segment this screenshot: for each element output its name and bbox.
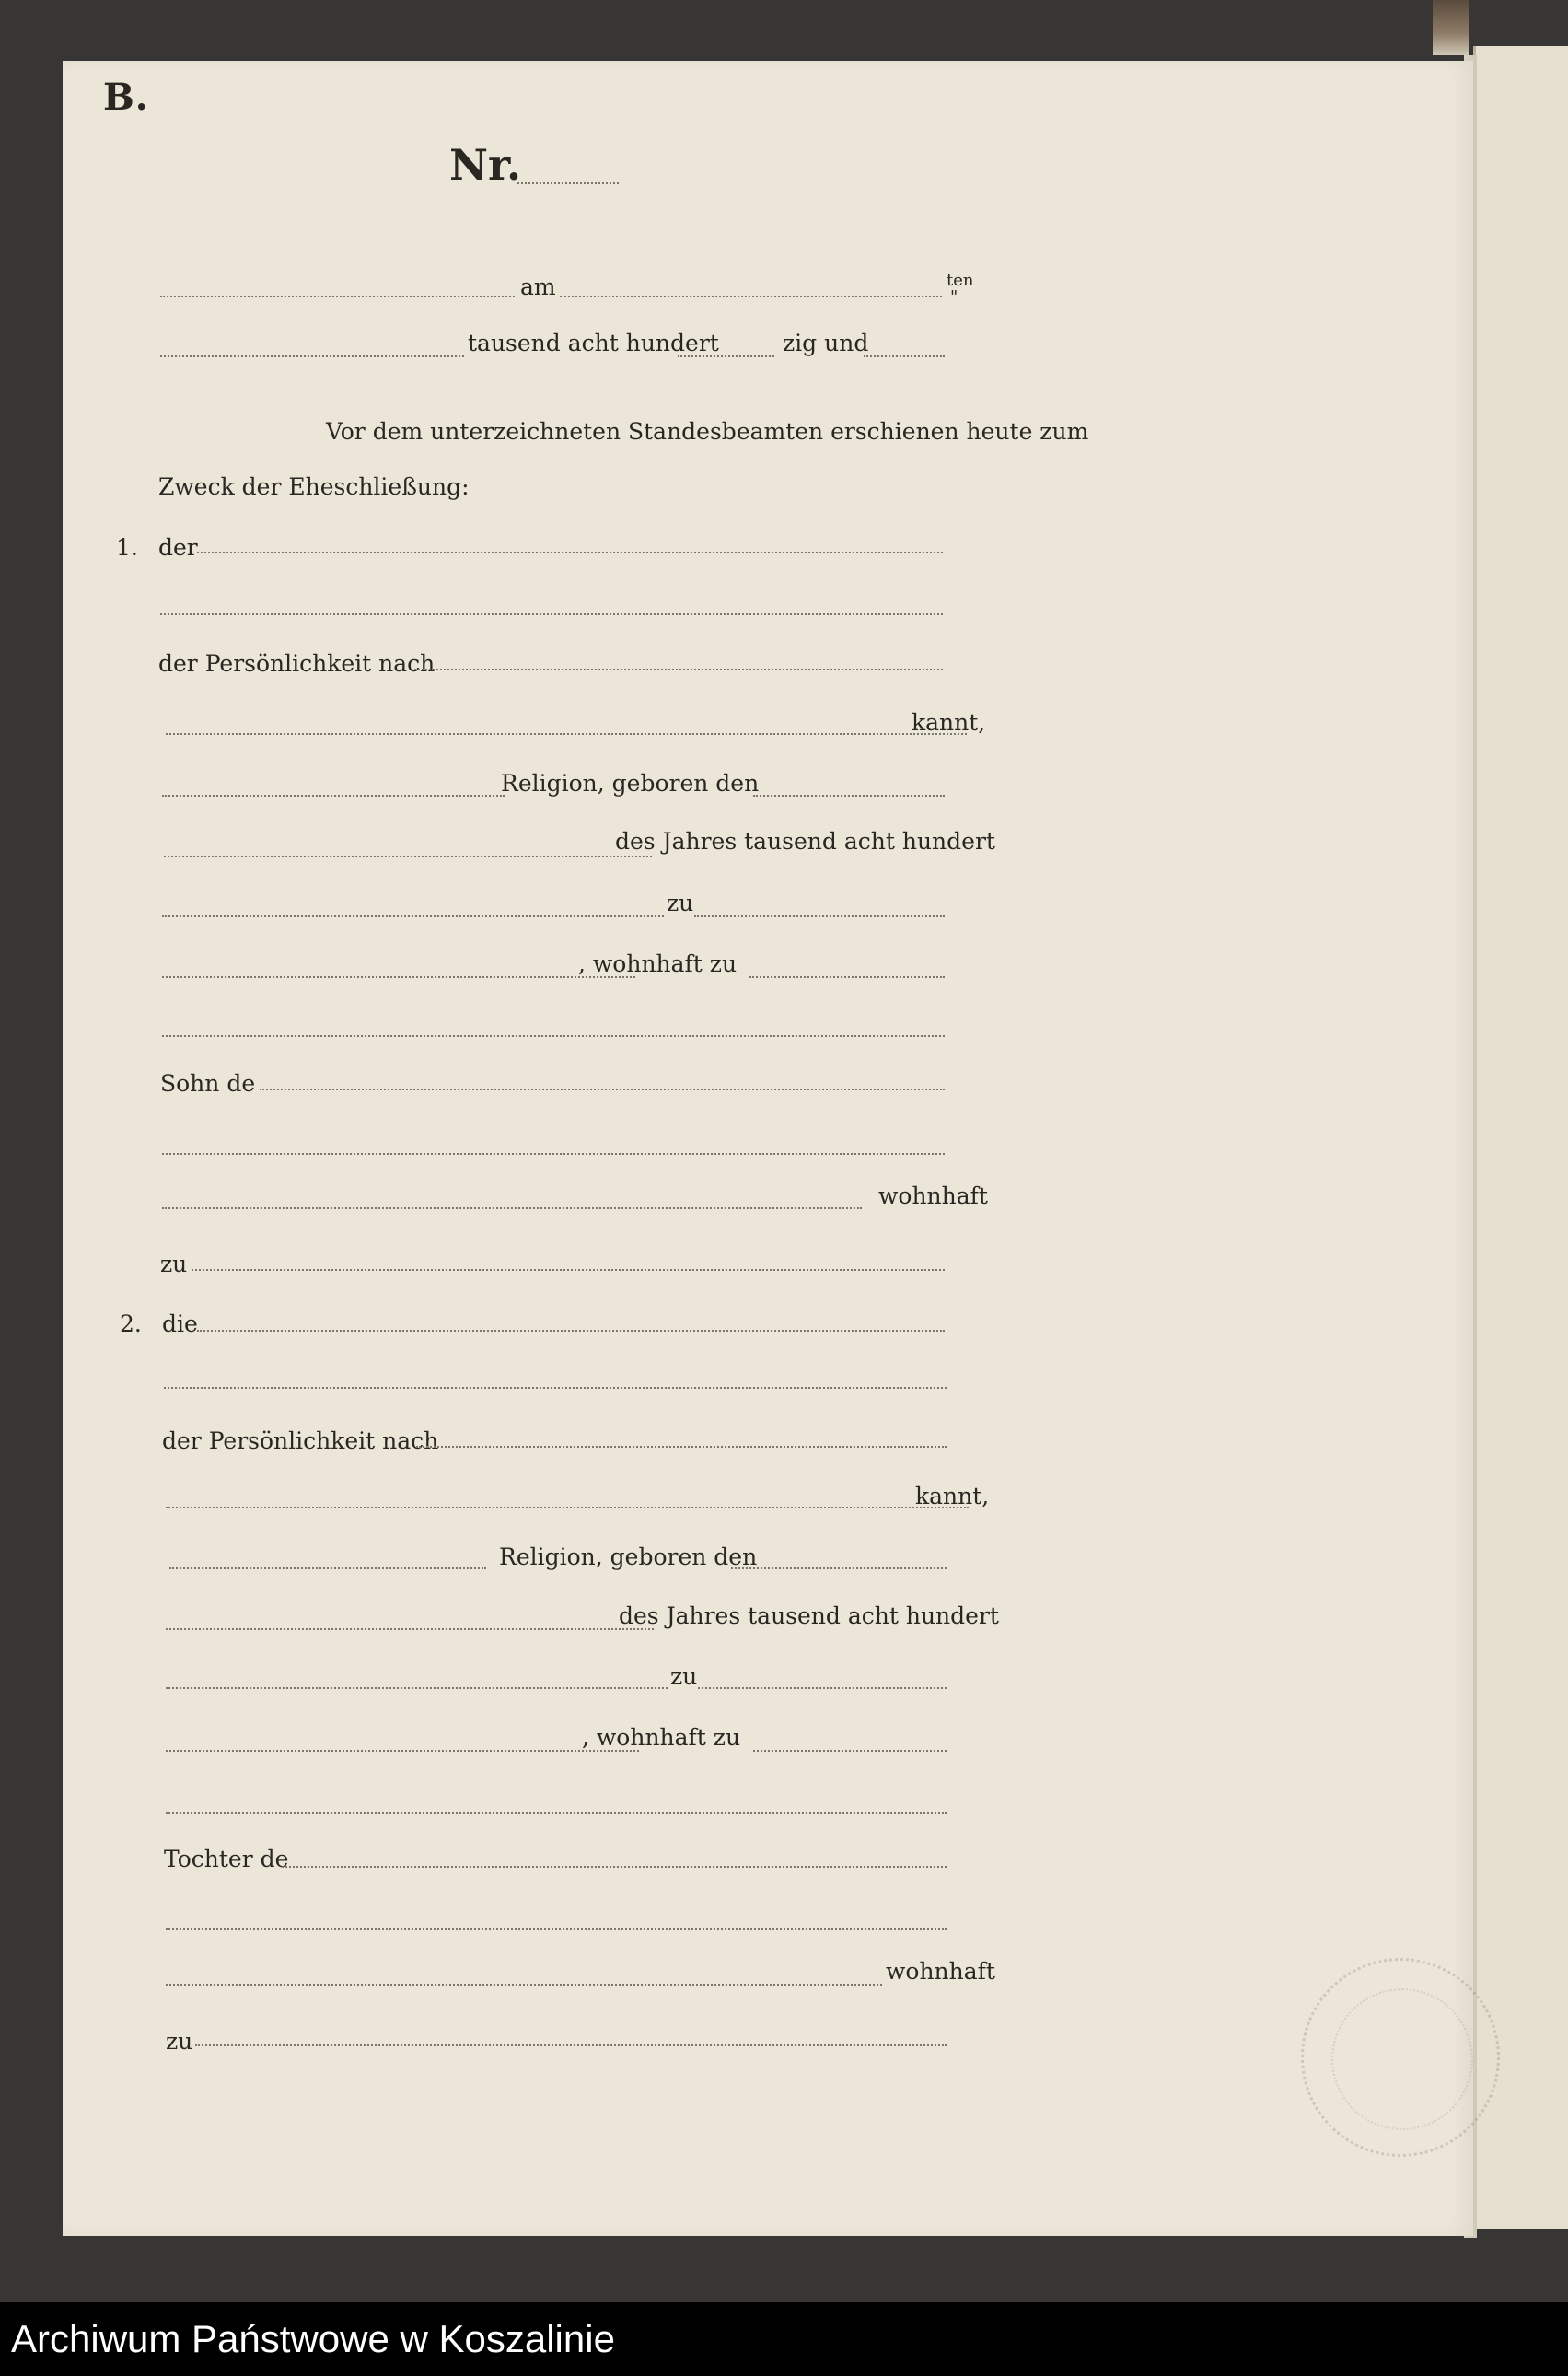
year-text-1: tausend acht hundert	[468, 330, 719, 356]
groom-birthplace-field-2	[694, 915, 945, 917]
groom-identity-label: der Persönlichkeit nach	[158, 650, 436, 677]
ten-suffix: ten	[947, 271, 974, 290]
date-place-field	[160, 296, 515, 297]
bride-parents-field-2	[166, 1928, 947, 1930]
intro-text-line-2: Zweck der Eheschließung:	[158, 473, 470, 500]
groom-identity-field	[414, 669, 943, 670]
groom-year-label: des Jahres tausend acht hundert	[615, 828, 995, 855]
bride-identity-label: der Persönlichkeit nach	[162, 1427, 439, 1454]
facing-page-edge	[1473, 46, 1568, 2229]
bride-birthplace-field	[166, 1687, 668, 1689]
groom-parents-zu: zu	[160, 1251, 188, 1277]
ditto-mark: "	[950, 287, 958, 307]
bride-article: die	[162, 1310, 198, 1337]
groom-residence-field-2	[749, 976, 945, 978]
groom-residence-label: , wohnhaft zu	[578, 950, 738, 977]
groom-parents-wohnhaft: wohnhaft	[878, 1182, 988, 1209]
form-letter: B.	[103, 76, 149, 119]
year-tens-field	[678, 355, 774, 357]
date-day-field	[560, 296, 942, 297]
am-label: am	[520, 274, 556, 300]
groom-birthdate-field	[753, 795, 945, 797]
bride-birthdate-field-2	[166, 1628, 654, 1630]
groom-zu-label: zu	[667, 890, 694, 916]
bride-residence-field-3	[166, 1812, 947, 1814]
bride-religion-label: Religion, geboren den	[499, 1543, 758, 1570]
date-month-field	[160, 355, 464, 357]
bride-parents-residence-field	[195, 2044, 947, 2046]
book-binding	[1433, 0, 1469, 55]
intro-text-line-1: Vor dem unterzeichneten Standesbeamten erschienen heute zum	[326, 418, 1089, 445]
bride-parent-label: Tochter de	[164, 1846, 289, 1872]
bride-birthdate-field	[731, 1567, 947, 1569]
archive-footer-bar	[0, 2302, 1568, 2376]
bride-name-field	[197, 1330, 945, 1332]
groom-birthdate-field-2	[164, 856, 652, 857]
groom-identity-field-2	[166, 733, 967, 735]
groom-kannt: kannt,	[912, 709, 986, 736]
groom-parents-residence-field	[192, 1269, 945, 1271]
groom-name-field	[197, 552, 943, 553]
bride-parents-wohnhaft: wohnhaft	[886, 1958, 995, 1985]
year-text-2: zig und	[783, 330, 869, 356]
groom-residence-field-3	[162, 1035, 945, 1037]
groom-parents-field	[260, 1089, 945, 1090]
year-units-field	[864, 355, 945, 357]
groom-religion-field	[162, 795, 505, 797]
bride-parents-field	[282, 1866, 947, 1868]
marriage-register-form-page	[63, 61, 1473, 2236]
bride-number: 2.	[120, 1310, 142, 1337]
groom-parents-field-3	[162, 1207, 862, 1209]
groom-parents-field-2	[162, 1153, 945, 1155]
archive-stamp-icon	[1301, 1958, 1500, 2157]
groom-name-field-2	[160, 613, 943, 615]
groom-religion-label: Religion, geboren den	[501, 770, 760, 797]
bride-residence-field	[166, 1750, 639, 1752]
record-number-field	[517, 182, 619, 184]
bride-parents-field-3	[166, 1984, 882, 1986]
archive-name: Archiwum Państwowe w Koszalinie	[11, 2317, 615, 2360]
bride-name-field-2	[164, 1387, 947, 1389]
groom-article: der	[158, 534, 198, 561]
bride-kannt: kannt,	[915, 1483, 990, 1509]
groom-parent-label: Sohn de	[160, 1070, 256, 1097]
groom-birthplace-field	[162, 915, 664, 917]
bride-year-label: des Jahres tausend acht hundert	[619, 1602, 999, 1629]
bride-zu-label: zu	[670, 1663, 698, 1690]
groom-number: 1.	[116, 534, 138, 561]
bride-residence-label: , wohnhaft zu	[582, 1724, 741, 1751]
bride-parents-zu: zu	[166, 2028, 193, 2055]
record-number-label: Nr.	[449, 140, 522, 190]
bride-identity-field-2	[166, 1507, 969, 1508]
bride-identity-field	[416, 1446, 947, 1448]
bride-residence-field-2	[753, 1750, 947, 1752]
bride-religion-field	[169, 1567, 486, 1569]
bride-birthplace-field-2	[698, 1687, 947, 1689]
groom-residence-field	[162, 976, 635, 978]
